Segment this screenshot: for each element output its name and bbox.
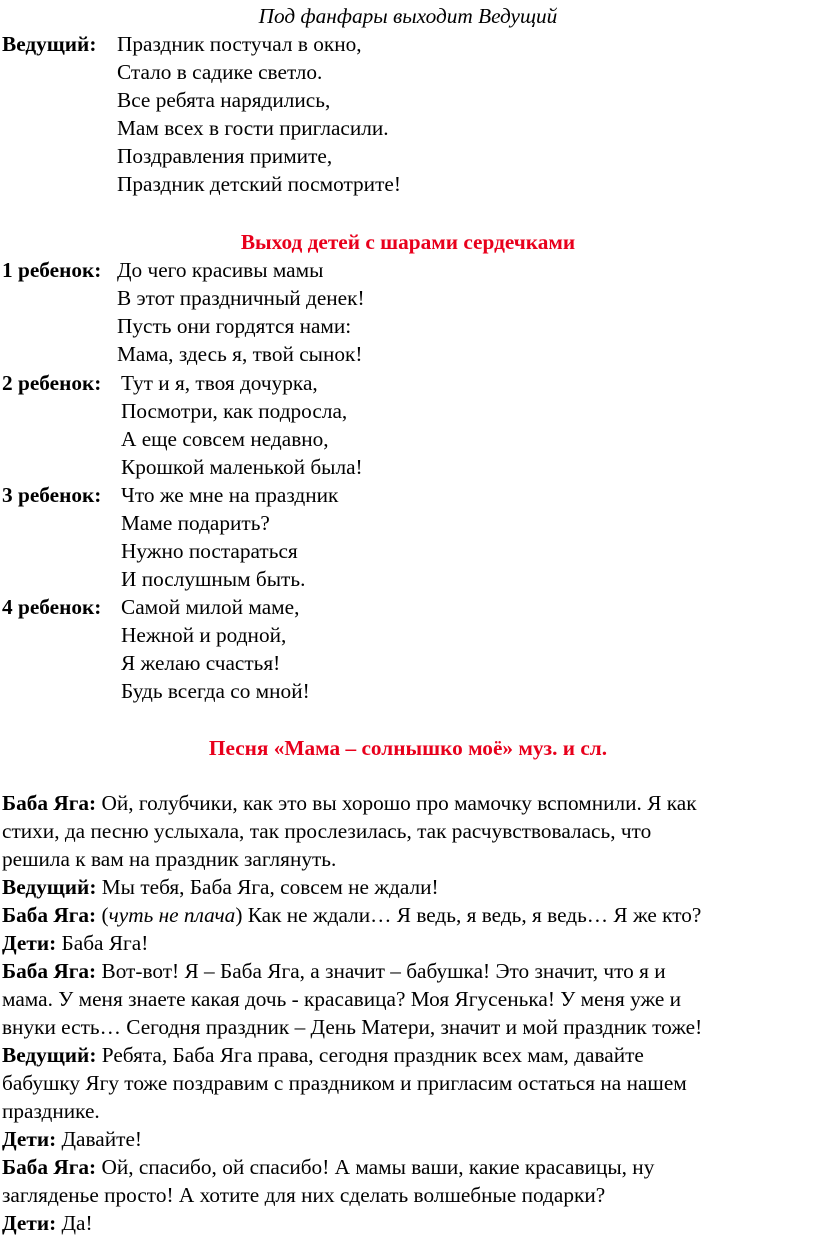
section-heading: Выход детей с шарами сердечками — [240, 230, 576, 254]
verse-line: Что же мне на праздник — [121, 483, 339, 507]
dialogue-line — [2, 1153, 654, 1181]
speaker-label: Баба Яга: — [2, 1155, 97, 1179]
verse-line: Маме подарить? — [121, 511, 270, 535]
verse-line: Тут и я, твоя дочурка, — [121, 371, 318, 395]
stage-remark: чуть не плача — [108, 903, 236, 927]
verse-line: Самой милой маме, — [121, 595, 300, 619]
dialogue-line: решила к вам на праздник заглянуть. — [2, 847, 337, 871]
speaker-label: Ведущий: — [2, 875, 97, 899]
verse-line: Я желаю счастья! — [121, 651, 281, 675]
verse-line: Нужно постараться — [121, 539, 298, 563]
dialogue-line — [2, 957, 666, 985]
verse-line: Крошкой маленькой была! — [121, 455, 363, 479]
verse-line: Нежной и родной, — [121, 623, 287, 647]
verse-line: До чего красивы мамы — [117, 258, 324, 282]
dialogue-text: Ой, голубчики, как это вы хорошо про мамочку вспомнили. Я как — [101, 791, 697, 815]
verse-line: Стало в садике светло. — [117, 60, 323, 84]
dialogue-line: стихи, да песню услыхала, так прослезилась, так расчувствовалась, что — [2, 819, 652, 843]
dialogue-text: Да! — [61, 1211, 93, 1235]
dialogue-line: бабушку Ягу тоже поздравим с праздником и пригласим остаться на нашем — [2, 1071, 687, 1095]
verse-line: Поздравления примите, — [117, 144, 333, 168]
dialogue-text: Баба Яга! — [61, 931, 149, 955]
verse-line: Пусть они гордятся нами: — [117, 314, 352, 338]
dialogue-line: внуки есть… Сегодня праздник – День Матери, значит и мой праздник тоже! — [2, 1015, 703, 1039]
intro-direction: Под фанфары выходит Ведущий — [258, 4, 558, 28]
dialogue-text: Вот-вот! Я – Баба Яга, а значит – бабушка! Это значит, что я и — [101, 959, 666, 983]
verse-line: И послушным быть. — [121, 567, 306, 591]
dialogue-line: загляденье просто! А хотите для них сделать волшебные подарки? — [2, 1183, 606, 1207]
section-heading: Песня «Мама – солнышко моё» муз. и сл. — [208, 736, 608, 760]
dialogue-text: ( — [101, 903, 109, 927]
verse-line: Посмотри, как подросла, — [121, 399, 348, 423]
verse-line: Все ребята нарядились, — [117, 88, 331, 112]
speaker-label: Баба Яга: — [2, 791, 97, 815]
dialogue-line — [2, 1041, 644, 1069]
dialogue-text: Ой, спасибо, ой спасибо! А мамы ваши, какие красавицы, ну — [101, 1155, 655, 1179]
speaker-label: 1 ребенок: — [2, 258, 102, 282]
verse-line: Праздник постучал в окно, — [117, 32, 362, 56]
verse-line: В этот праздничный денек! — [117, 286, 365, 310]
dialogue-line — [2, 1209, 93, 1237]
dialogue-line — [2, 789, 697, 817]
verse-line: Праздник детский посмотрите! — [117, 172, 401, 196]
dialogue-line — [2, 1125, 142, 1153]
dialogue-text: Ребята, Баба Яга права, сегодня праздник всех мам, давайте — [101, 1043, 644, 1067]
verse-line: Мам всех в гости пригласили. — [117, 116, 389, 140]
speaker-label: Баба Яга: — [2, 903, 97, 927]
speaker-label: Ведущий: — [2, 32, 97, 56]
verse-line: Будь всегда со мной! — [121, 679, 310, 703]
dialogue-text: Мы тебя, Баба Яга, совсем не ждали! — [101, 875, 439, 899]
dialogue-text: Давайте! — [61, 1127, 142, 1151]
speaker-label: Ведущий: — [2, 1043, 97, 1067]
speaker-label: Дети: — [2, 1127, 57, 1151]
verse-line: Мама, здесь я, твой сынок! — [117, 342, 363, 366]
speaker-label: 4 ребенок: — [2, 595, 102, 619]
verse-line: А еще совсем недавно, — [121, 427, 329, 451]
dialogue-text: ) Как не ждали… Я ведь, я ведь, я ведь… Я же кто? — [235, 903, 702, 927]
speaker-label: Дети: — [2, 1211, 57, 1235]
speaker-label: Баба Яга: — [2, 959, 97, 983]
dialogue-line — [2, 873, 439, 901]
dialogue-line: мама. У меня знаете какая дочь - красавица? Моя Ягусенька! У меня уже и — [2, 987, 682, 1011]
speaker-label: Дети: — [2, 931, 57, 955]
speaker-label: 3 ребенок: — [2, 483, 102, 507]
dialogue-line: празднике. — [2, 1099, 100, 1123]
dialogue-line — [2, 929, 148, 957]
dialogue-line — [2, 901, 701, 929]
speaker-label: 2 ребенок: — [2, 371, 102, 395]
